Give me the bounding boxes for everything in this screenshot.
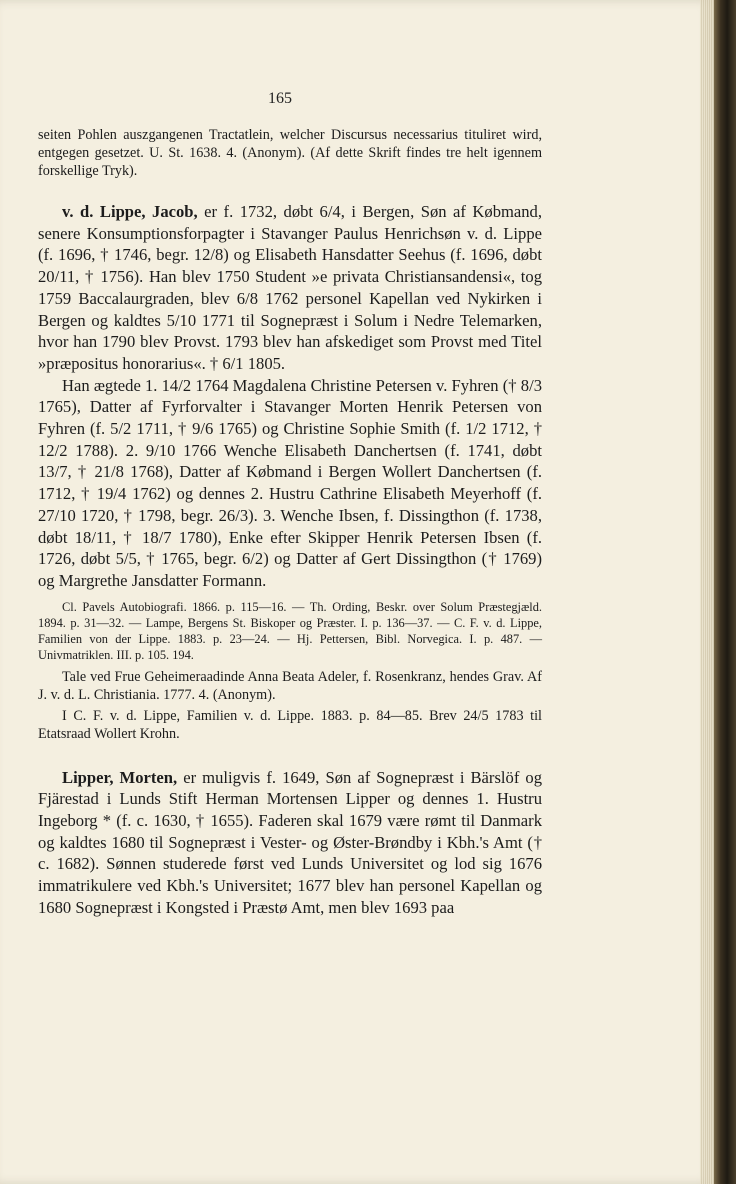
works-item: I C. F. v. d. Lippe, Familien v. d. Lippe. 1883. p. 84—85. Brev 24/5 1783 til Etatsraad Wollert Krohn. [38,707,542,742]
works-item: Tale ved Frue Geheimeraadinde Anna Beata Adeler, f. Rosenkranz, hendes Grav. Af J. v. d. L. Christiania. 1777. 4. (Anonym). [38,668,542,703]
entry-marriages: Han ægtede 1. 14/2 1764 Magdalena Christine Petersen v. Fyhren († 8/3 1765), Datter af Fyrforvalter i Stavanger Morten Henrik Petersen von Fyhren (f. 5/2 1711, † 9/6 1765) og Christine Sophie Smith (f. 1/2 1712, † 12/2 1788). 2. 9/10 1766 Wenche Elisabeth Danchertsen (f. 1741, døbt 13/7, † 21/8 1768), Datter af Købmand i Bergen Wollert Danchertsen (f. 1712, † 19/4 1762) og dennes 2. Hustru Cathrine Elisabeth Meyerhoff (f. 27/10 1720, † 1798, begr. 26/3). 3. Wenche Ibsen, f. Dissingthon (f. 1738, døbt 18/11, † 18/7 1780), Enke efter Skipper Henrik Petersen Ibsen (f. 1726, døbt 5/5, † 1765, begr. 6/2) og Datter af Gert Dissingthon († 1769) og Margrethe Jansdatter Formann. [38,375,542,590]
sources-note: Cl. Pavels Autobiografi. 1866. p. 115—16. — Th. Ording, Beskr. over Solum Præstegjæld. 1894. p. 31—32. — Lampe, Bergens St. Biskoper og Præster. I. p. 136—37. — C. F. v. d. Lippe, Familien von der Lippe. 1883. p. 23—24. — Hj. Pettersen, Bibl. Norvegica. I. p. 487. — Univmatriklen. III. p. 105. 194. [38,599,542,662]
page-number: 165 [268,90,292,107]
entry-lipper-morten [38,767,542,919]
entry-name: v. d. Lippe, Jacob, [62,202,198,221]
entry-name: Lipper, Morten, [62,767,178,787]
intro-paragraph: seiten Pohlen auszgangenen Tractatlein, welcher Discursus necessarius tituliret wird, entgegen gesetzet. U. St. 1638. 4. (Anonym). (Af dette Skrift findes tre helt igennem forskellige Tryk). [38,127,542,179]
book-spine [714,0,736,1184]
text-block [38,126,542,919]
entry-biography: er f. 1732, døbt 6/4, i Bergen, Søn af Købmand, senere Konsumptionsforpagter i Stavanger Paulus Henrichsøn v. d. Lippe (f. 1696, † 1746, begr. 12/8) og Elisabeth Hansdatter Seehus (f. 1696, døbt 20/11, † 1756). Han blev 1750 Student »e privata Christiansandensi«, tog 1759 Baccalaurgraden, blev 6/8 1762 personel Kapellan ved Nykirken i Bergen og kaldtes 5/10 1771 til Sognepræst i Solum i Nedre Telemarken, hvor han 1790 blev Provst. 1793 blev han afskediget som Provst med Titel »præpositus honorarius«. † 6/1 1805. [38,202,543,373]
entry-lippe-jacob [38,201,542,375]
page-edge [700,0,714,1184]
entry-biography: er muligvis f. 1649, Søn af Sognepræst i Bärslöf og Fjärestad i Lunds Stift Herman Mortensen Lipper og dennes 1. Hustru Ingeborg * (f. c. 1630, † 1655). Faderen skal 1679 være rømt til Danmark og kaldtes 1680 til Sognepræst i Vester- og Øster-Brøndby i Kbh.'s Amt († c. 1682). Sønnen studerede først ved Lunds Universitet og lod sig 1676 immatrikulere ved Kbh.'s Universitet; 1677 blev han personel Kapellan og 1680 Sognepræst i Kongsted i Præstø Amt, men blev 1693 paa [38,767,542,917]
